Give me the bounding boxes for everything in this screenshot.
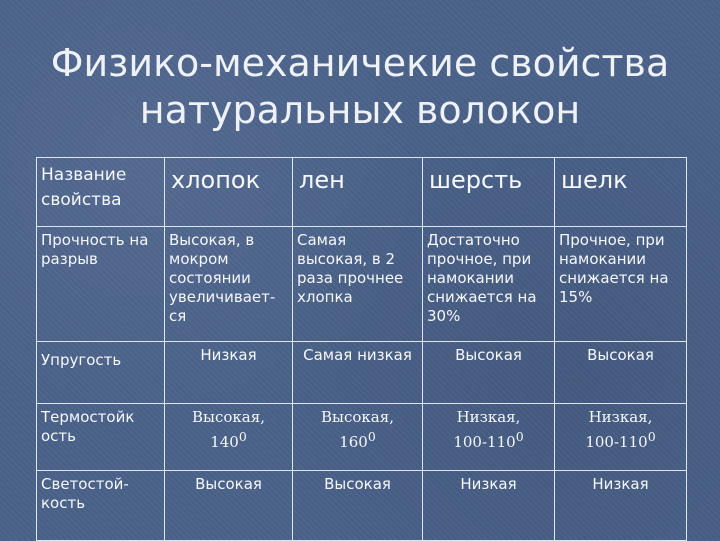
title-line-2: натуральных волокон bbox=[139, 88, 581, 132]
degree-sup: 0 bbox=[367, 429, 376, 444]
heat-temp: 160 bbox=[339, 433, 368, 451]
row-label-heat-resistance: Термостойк ость bbox=[37, 404, 165, 471]
cell-elasticity-flax: Самая низкая bbox=[293, 342, 423, 404]
heat-value: Низкая, bbox=[588, 408, 653, 426]
title-line-1: Физико-механичекие свойства bbox=[50, 41, 670, 85]
heat-value: Низкая, bbox=[456, 408, 521, 426]
cell-heat-flax bbox=[293, 404, 423, 471]
table-row bbox=[37, 227, 687, 342]
cell-light-flax: Высокая bbox=[293, 471, 423, 541]
fiber-properties-table bbox=[36, 157, 687, 541]
heat-temp: 100-110 bbox=[453, 433, 516, 451]
heat-temp: 140 bbox=[210, 433, 239, 451]
slide-title bbox=[0, 40, 720, 134]
cell-elasticity-silk: Высокая bbox=[555, 342, 687, 404]
cell-strength-cotton: Высокая, в мокром состоянии увеличивает-ся bbox=[165, 227, 293, 342]
header-property-name: Название свойства bbox=[37, 158, 165, 227]
degree-sup: 0 bbox=[238, 429, 247, 444]
cell-light-cotton: Высокая bbox=[165, 471, 293, 541]
cell-elasticity-wool: Высокая bbox=[423, 342, 555, 404]
cell-heat-wool bbox=[423, 404, 555, 471]
cell-heat-silk bbox=[555, 404, 687, 471]
heat-value: Высокая, bbox=[321, 408, 394, 426]
row-label-light-resistance: Светостой-кость bbox=[37, 471, 165, 541]
heat-temp: 100-110 bbox=[585, 433, 648, 451]
heat-value: Высокая, bbox=[192, 408, 265, 426]
table-row bbox=[37, 471, 687, 541]
cell-strength-wool: Достаточно прочное, при намокании снижается на 30% bbox=[423, 227, 555, 342]
degree-sup: 0 bbox=[647, 429, 656, 444]
header-cotton: хлопок bbox=[165, 158, 293, 227]
header-silk: шелк bbox=[555, 158, 687, 227]
row-label-elasticity: Упругость bbox=[37, 342, 165, 404]
degree-sup: 0 bbox=[515, 429, 524, 444]
table-row bbox=[37, 342, 687, 404]
cell-strength-silk: Прочное, при намокании снижается на 15% bbox=[555, 227, 687, 342]
header-wool: шерсть bbox=[423, 158, 555, 227]
cell-light-wool: Низкая bbox=[423, 471, 555, 541]
cell-heat-cotton bbox=[165, 404, 293, 471]
row-label-strength: Прочность на разрыв bbox=[37, 227, 165, 342]
table-header-row bbox=[37, 158, 687, 227]
cell-elasticity-cotton: Низкая bbox=[165, 342, 293, 404]
table-row bbox=[37, 404, 687, 471]
cell-light-silk: Низкая bbox=[555, 471, 687, 541]
cell-strength-flax: Самая высокая, в 2 раза прочнее хлопка bbox=[293, 227, 423, 342]
header-flax: лен bbox=[293, 158, 423, 227]
